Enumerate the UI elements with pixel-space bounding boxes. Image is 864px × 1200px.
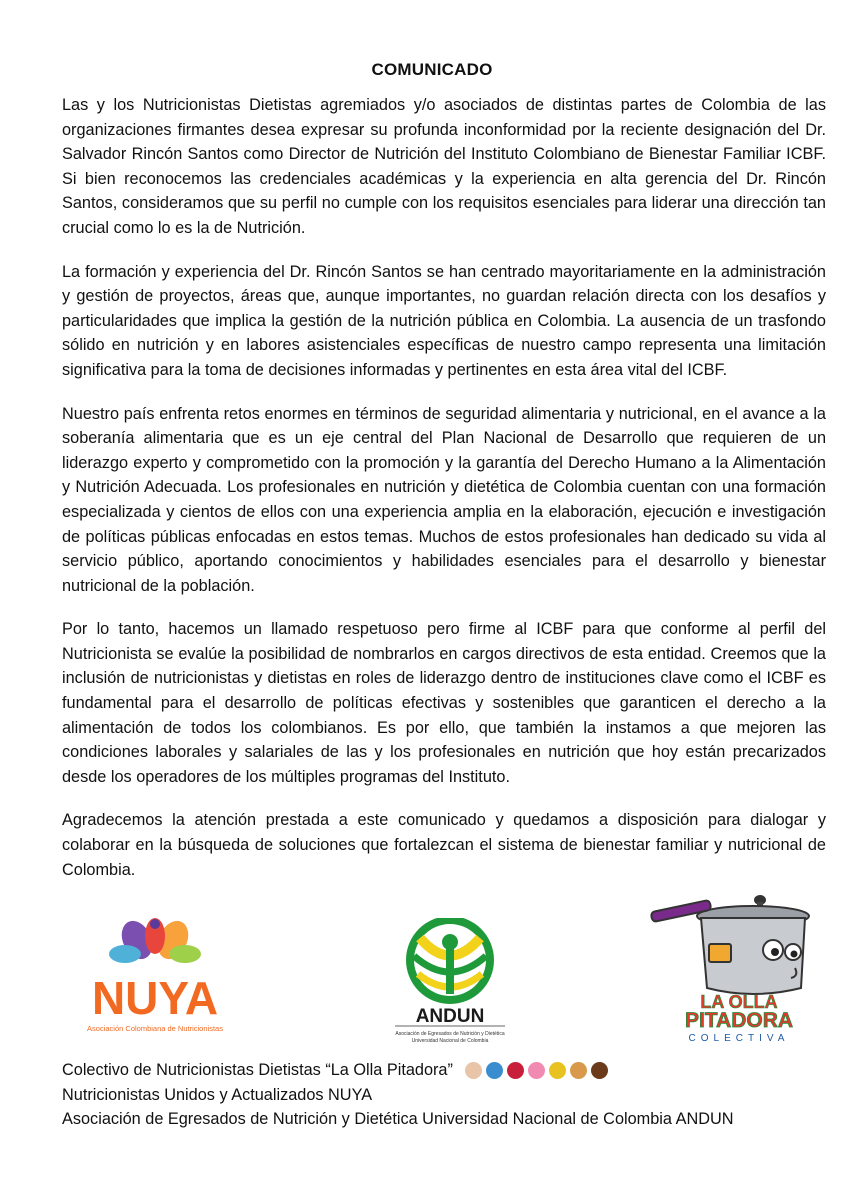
pressure-cooker-icon (645, 892, 825, 1044)
signer-1-text: Colectivo de Nutricionistas Dietistas “La Olla Pitadora” (62, 1061, 453, 1079)
andun-logo (380, 918, 520, 1046)
signers-list (62, 1058, 733, 1132)
andun-emblem (380, 918, 520, 1046)
andun-logo-text: ANDUN (415, 1006, 485, 1027)
andun-logo-subtitle-1: Asociación de Egresados de Nutrición y Dietética (395, 1031, 505, 1037)
brain-icon (528, 1062, 545, 1079)
bowl-icon (486, 1062, 503, 1079)
nuya-emblem (75, 916, 235, 1041)
andun-logo-subtitle-2: Universidad Nacional de Colombia (411, 1038, 489, 1044)
paragraph-3: Nuestro país enfrenta retos enormes en términos de seguridad alimentaria y nutricional, en el avance a la soberanía alimentaria que es un eje central del Plan Nacional de Desarrollo que requieren de un liderazgo experto y comprometido con la promoción y la garantía del Derecho Humano a la Alimentación y Nutrición Adecuada. Los profesionales en nutrición y dietética de Colombia cuentan con una formación especializada y cientos de ellos con una experiencia amplia en la elaboración, ejecución e investigación de políticas públicas enfocadas en estos temas. Muchos de estos profesionales han dedicado su vida al servicio público, aportando conocimientos y habilidades esenciales para el desarrollo y bienestar nutricional de la población. (62, 404, 826, 595)
olla-pitadora-logo (645, 892, 825, 1044)
paragraph-4: Por lo tanto, hacemos un llamado respetuoso pero firme al ICBF para que conforme al perfil del Nutricionista se evalúe la posibilidad de nombrarlos en cargos directivos de esta entidad. Creemos que la inclusión de nutricionistas y dietistas en roles de liderazgo dentro de instituciones clave como el ICBF es fundamental para el desarrollo de políticas efectivas y sostenibles que garanticen el derecho a la alimentación de todos los colombianos. Es por ello, que también la instamos a que mejoren las condiciones laborales y salariales de las y los profesionales en nutrición que hoy están precarizados desde los operadores de los múltiples programas del Instituto. (62, 620, 826, 786)
beans-icon (591, 1062, 608, 1079)
olla-logo-line1: LA OLLA (700, 992, 778, 1012)
logos-row (0, 912, 864, 1047)
signer-nuya: Nutricionistas Unidos y Actualizados NUYA (62, 1085, 373, 1104)
olla-logo-line3: COLECTIVA (688, 1033, 790, 1044)
paragraph-1: Las y los Nutricionistas Dietistas agremiados y/o asociados de distintas partes de Colombia de las organizaciones firmantes desea expresar su profunda inconformidad por la reciente designación del Dr. Salvador Rincón Santos como Director de Nutrición del Instituto Colombiano de Bienestar Familiar ICBF. Si bien reconocemos las credenciales académicas y la experiencia en alta gerencia del Dr. Rincón Santos, consideramos que su perfil no cumple con los requisitos esenciales para liderar una dirección tan crucial como lo es la de Nutrición. (62, 96, 826, 237)
fist-icon (465, 1062, 482, 1079)
paragraph-2: La formación y experiencia del Dr. Rincón Santos se han centrado mayoritariamente en la administración y gestión de proyectos, áreas que, aunque importantes, no guardan relación directa con los desafíos y particularidades que implica la gestión de la nutrición pública en Colombia. La ausencia de un trasfondo sólido en nutrición y en labores asistenciales específicas de nuestro campo representa una limitación significativa para la toma de decisiones informadas y pertinentes en esta área vital del ICBF. (62, 262, 826, 379)
signer-andun: Asociación de Egresados de Nutrición y Dietética Universidad Nacional de Colombia ANDUN (62, 1110, 734, 1129)
olla-logo-line2: PITADORA (684, 1009, 794, 1032)
corn-icon (549, 1062, 566, 1079)
nuya-logo-text: NUYA (91, 972, 219, 1024)
heart-icon (507, 1062, 524, 1079)
nuya-logo (75, 916, 235, 1041)
paragraph-5: Agradecemos la atención prestada a este comunicado y quedamos a disposición para dialogar y colaborar en la búsqueda de soluciones que fortalezcan el sistema de bienestar familiar y nutricional de Colombia. (62, 811, 826, 879)
document-body (62, 93, 826, 901)
document-title: COMUNICADO (371, 60, 493, 79)
emoji-row (465, 1062, 608, 1079)
potato-icon (570, 1062, 587, 1079)
nuya-logo-subtitle: Asociación Colombiana de Nutricionistas (87, 1024, 223, 1033)
signer-olla-pitadora (62, 1058, 733, 1083)
